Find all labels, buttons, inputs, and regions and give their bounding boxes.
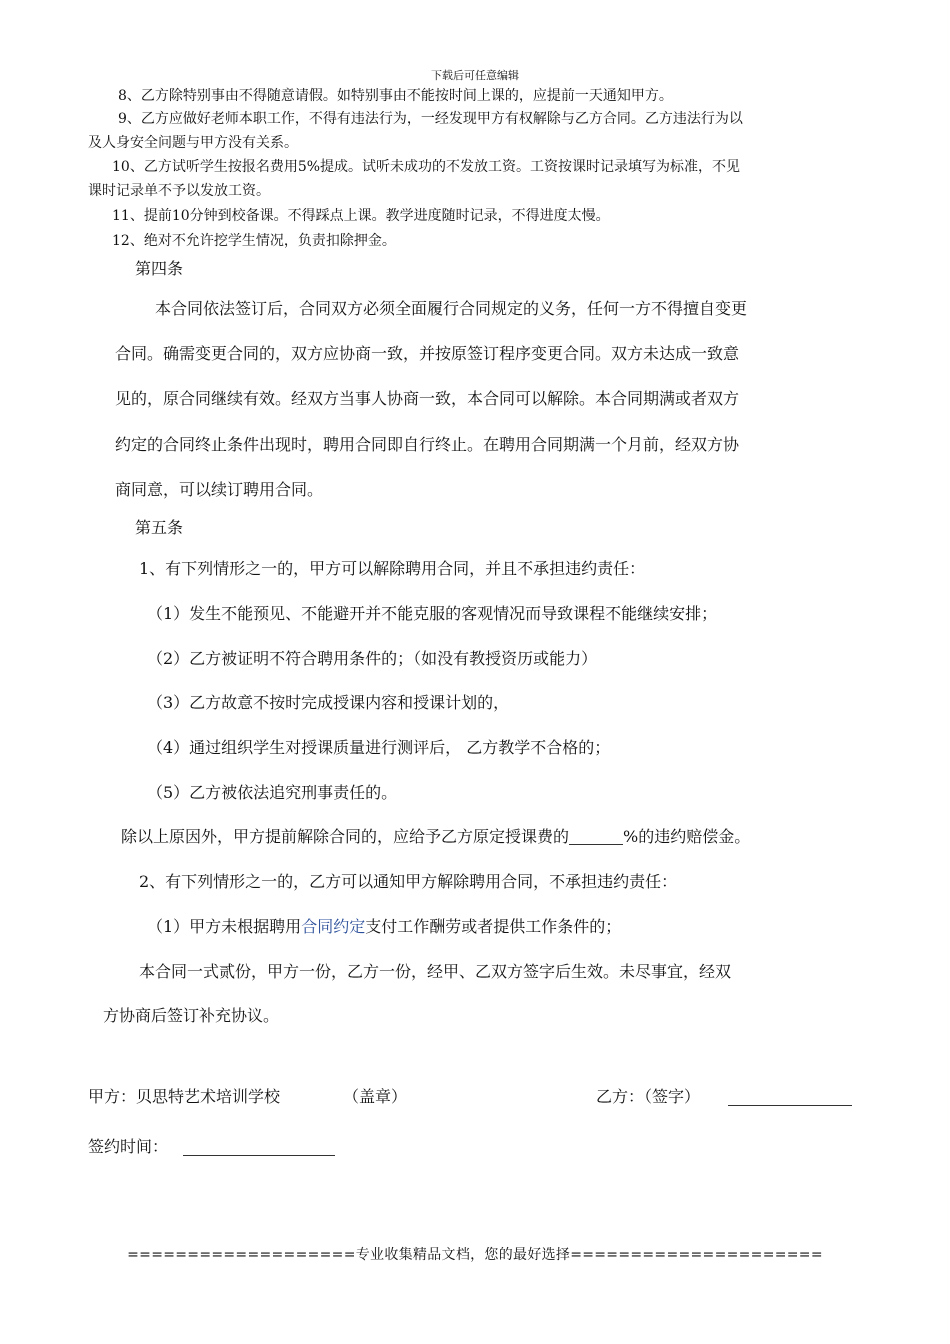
sign-date-blank[interactable] <box>183 1138 335 1157</box>
party-a-label: 甲方：贝思特艺术培训学校 <box>88 1087 281 1106</box>
article-5-case3: （3）乙方故意不按时完成授课内容和授课计划的， <box>147 693 510 712</box>
article-4-line2: 合同。确需变更合同的，双方应协商一致，并按原签订程序变更合同。双方未达成一致意 <box>115 344 740 363</box>
closing-line2: 方协商后签订补充协议。 <box>103 1006 280 1025</box>
clause-10-line1: 10、乙方试听学生按报名费用5%提成。试听未成功的不发放工资。工资按课时记录填写为标准，不见 <box>112 159 741 175</box>
clause-12: 12、绝对不允许挖学生情况，负责扣除押金。 <box>112 233 396 249</box>
clause-9-line1: 9、乙方应做好老师本职工作，不得有违法行为，一经发现甲方有权解除与乙方合同。乙方违法行为以 <box>118 111 743 127</box>
article-5-case1: （1）发生不能预见、不能避开并不能克服的客观情况而导致课程不能继续安排； <box>147 604 718 623</box>
article-5-case5: （5）乙方被依法追究刑事责任的。 <box>147 783 398 802</box>
case-b1-suffix: 支付工作酬劳或者提供工作条件的； <box>365 917 622 936</box>
article-4-line5: 商同意，可以续订聘用合同。 <box>115 480 324 499</box>
party-b-label: 乙方：（签字） <box>596 1087 701 1106</box>
closing-line1: 本合同一式贰份，甲方一份，乙方一份，经甲、乙双方签字后生效。未尽事宜，经双 <box>139 962 732 981</box>
article-4-line1: 本合同依法签订后，合同双方必须全面履行合同规定的义务，任何一方不得擅自变更 <box>155 299 748 318</box>
clause-11: 11、提前10分钟到校备课。不得踩点上课。教学进度随时记录，不得进度太慢。 <box>112 208 610 224</box>
seal-label: （盖章） <box>343 1087 408 1106</box>
sign-date-label: 签约时间： <box>88 1137 169 1156</box>
page-header: 下载后可任意编辑 <box>431 69 519 82</box>
article-5-case-b1 <box>147 916 621 938</box>
party-b-signature-blank[interactable] <box>728 1088 852 1107</box>
clause-10-line2: 课时记录单不予以发放工资。 <box>88 183 270 199</box>
contract-agreement-link[interactable]: 合同约定 <box>301 917 366 936</box>
article-4-title: 第四条 <box>135 259 184 278</box>
case-b1-prefix: （1）甲方未根据聘用 <box>147 917 302 936</box>
article-5-para1: 1、有下列情形之一的，甲方可以解除聘用合同，并且不承担违约责任： <box>139 559 646 578</box>
article-5-case4: （4）通过组织学生对授课质量进行测评后， 乙方教学不合格的； <box>147 738 611 757</box>
article-4-line3: 见的，原合同继续有效。经双方当事人协商一致，本合同可以解除。本合同期满或者双方 <box>115 389 740 408</box>
compensation-suffix: %的违约赔偿金。 <box>623 827 751 846</box>
compensation-percent-blank <box>569 828 623 845</box>
clause-9-line2: 及人身安全问题与甲方没有关系。 <box>88 135 298 151</box>
article-4-line4: 约定的合同终止条件出现时，聘用合同即自行终止。在聘用合同期满一个月前，经双方协 <box>115 435 740 454</box>
clause-8: 8、乙方除特别事由不得随意请假。如特别事由不能按时间上课的，应提前一天通知甲方。 <box>118 88 673 104</box>
compensation-prefix: 除以上原因外，甲方提前解除合同的，应给予乙方原定授课费的 <box>121 827 570 846</box>
article-5-para2: 2、有下列情形之一的，乙方可以通知甲方解除聘用合同，不承担违约责任： <box>139 872 678 891</box>
compensation-line <box>121 826 750 848</box>
article-5-title: 第五条 <box>135 518 184 537</box>
page-footer: ===================专业收集精品文档，您的最好选择===================== <box>127 1247 823 1263</box>
article-5-case2: （2）乙方被证明不符合聘用条件的；（如没有教授资历或能力） <box>147 649 598 668</box>
